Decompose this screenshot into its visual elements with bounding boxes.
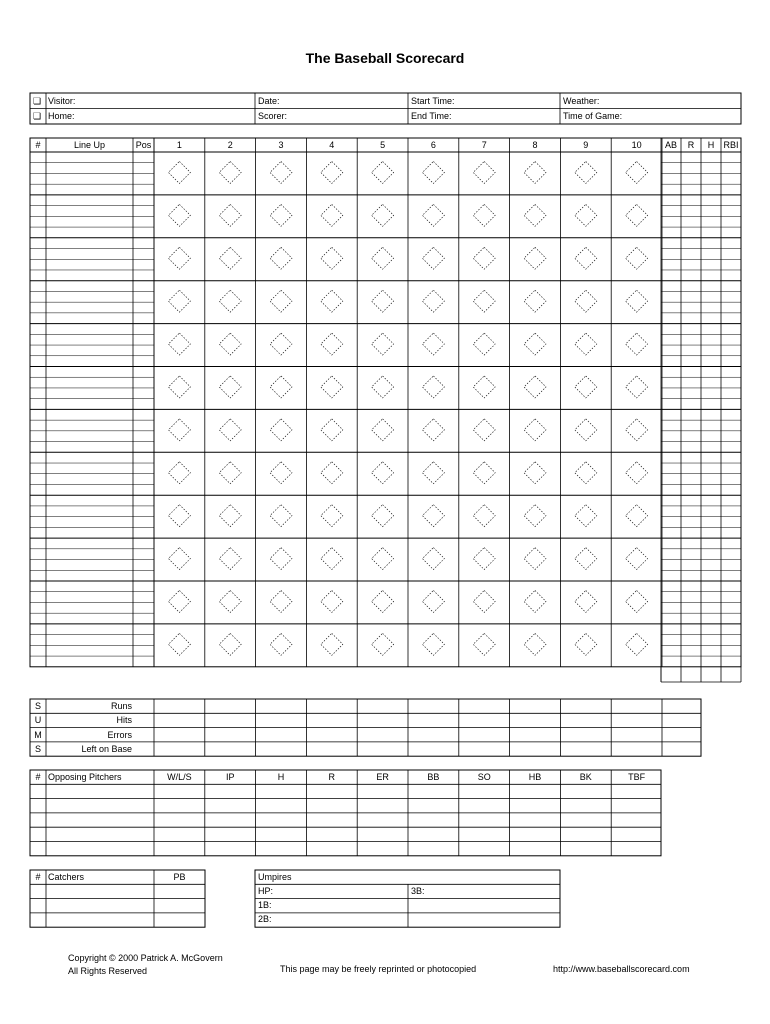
end-time-label: End Time: [411, 111, 452, 121]
start-time-label: Start Time: [411, 96, 455, 106]
umpire-1b-label: 1B: [258, 900, 272, 910]
base-diamond[interactable] [524, 204, 546, 226]
home-label: Home: [48, 111, 75, 121]
base-diamond[interactable] [219, 247, 241, 269]
summary-side-letter: U [34, 715, 42, 726]
base-diamond[interactable] [473, 376, 495, 398]
weather-label: Weather: [563, 96, 600, 106]
base-diamond[interactable] [270, 462, 292, 484]
visitor-checkbox[interactable]: ❏ [33, 96, 42, 106]
summary-row-label: Left on Base [81, 743, 132, 754]
base-diamond[interactable] [524, 462, 546, 484]
base-diamond[interactable] [372, 290, 394, 312]
base-diamond[interactable] [270, 290, 292, 312]
base-diamond[interactable] [422, 333, 444, 355]
base-diamond[interactable] [219, 548, 241, 570]
time-of-game-label: Time of Game: [563, 111, 623, 121]
base-diamond[interactable] [270, 590, 292, 612]
base-diamond[interactable] [321, 548, 343, 570]
base-diamond[interactable] [575, 247, 597, 269]
pitchers-name-header: Opposing Pitchers [48, 772, 122, 782]
base-diamond[interactable] [575, 505, 597, 527]
base-diamond[interactable] [321, 462, 343, 484]
base-diamond[interactable] [321, 161, 343, 183]
pitcher-col-header: R [328, 772, 336, 782]
inning-header: 4 [329, 140, 335, 150]
base-diamond[interactable] [422, 204, 444, 226]
base-diamond[interactable] [626, 633, 648, 655]
base-diamond[interactable] [372, 548, 394, 570]
summary-side-letter: S [34, 743, 41, 754]
website-link[interactable]: http://www.baseballscorecard.com [553, 964, 690, 974]
reprint-text: This page may be freely reprinted or photocopied [280, 964, 477, 974]
base-diamond[interactable] [270, 419, 292, 441]
stat-header-r: R [687, 140, 695, 150]
inning-header: 6 [430, 140, 436, 150]
base-diamond[interactable] [626, 247, 648, 269]
base-diamond[interactable] [575, 290, 597, 312]
base-diamond[interactable] [219, 204, 241, 226]
base-diamond[interactable] [372, 376, 394, 398]
base-diamond[interactable] [473, 333, 495, 355]
date-label: Date: [258, 96, 280, 106]
base-diamond[interactable] [473, 204, 495, 226]
page-title: The Baseball Scorecard [305, 50, 465, 66]
base-diamond[interactable] [219, 419, 241, 441]
base-diamond[interactable] [422, 290, 444, 312]
base-diamond[interactable] [168, 247, 190, 269]
base-diamond[interactable] [372, 247, 394, 269]
base-diamond[interactable] [372, 462, 394, 484]
base-diamond[interactable] [168, 161, 190, 183]
home-checkbox[interactable]: ❏ [33, 111, 42, 121]
inning-header: 5 [380, 140, 386, 150]
base-diamond[interactable] [270, 505, 292, 527]
base-diamond[interactable] [321, 376, 343, 398]
base-diamond[interactable] [473, 161, 495, 183]
base-diamond[interactable] [473, 290, 495, 312]
umpires-header: Umpires [258, 872, 292, 882]
base-diamond[interactable] [168, 290, 190, 312]
base-diamond[interactable] [168, 462, 190, 484]
base-diamond[interactable] [575, 333, 597, 355]
base-diamond[interactable] [524, 548, 546, 570]
pitcher-col-header: H [277, 772, 285, 782]
base-diamond[interactable] [219, 590, 241, 612]
pos-header: Pos [135, 140, 152, 150]
base-diamond[interactable] [473, 419, 495, 441]
base-diamond[interactable] [168, 333, 190, 355]
base-diamond[interactable] [524, 161, 546, 183]
base-diamond[interactable] [626, 333, 648, 355]
base-diamond[interactable] [626, 462, 648, 484]
base-diamond[interactable] [473, 548, 495, 570]
base-diamond[interactable] [321, 204, 343, 226]
base-diamond[interactable] [321, 505, 343, 527]
pitcher-col-header: TBF [628, 772, 646, 782]
base-diamond[interactable] [270, 161, 292, 183]
stat-header-rbi: RBI [723, 140, 739, 150]
base-diamond[interactable] [372, 590, 394, 612]
base-diamond[interactable] [270, 333, 292, 355]
base-diamond[interactable] [626, 376, 648, 398]
base-diamond[interactable] [321, 633, 343, 655]
base-diamond[interactable] [524, 419, 546, 441]
base-diamond[interactable] [168, 548, 190, 570]
pitcher-col-header: BK [579, 772, 592, 782]
base-diamond[interactable] [422, 462, 444, 484]
base-diamond[interactable] [575, 633, 597, 655]
base-diamond[interactable] [168, 376, 190, 398]
base-diamond[interactable] [473, 247, 495, 269]
base-diamond[interactable] [219, 290, 241, 312]
base-diamond[interactable] [575, 419, 597, 441]
base-diamond[interactable] [524, 333, 546, 355]
lineup-num-header: # [35, 140, 41, 150]
pitcher-col-header: SO [477, 772, 491, 782]
base-diamond[interactable] [372, 204, 394, 226]
scorer-label: Scorer: [258, 111, 288, 121]
base-diamond[interactable] [270, 548, 292, 570]
base-diamond[interactable] [270, 204, 292, 226]
base-diamond[interactable] [473, 590, 495, 612]
inning-header: 3 [278, 140, 284, 150]
inning-header: 9 [583, 140, 589, 150]
base-diamond[interactable] [372, 419, 394, 441]
lineup-box [30, 138, 741, 667]
base-diamond[interactable] [422, 548, 444, 570]
base-diamond[interactable] [422, 633, 444, 655]
base-diamond[interactable] [524, 290, 546, 312]
base-diamond[interactable] [524, 505, 546, 527]
inning-header: 8 [532, 140, 538, 150]
pitcher-col-header: W/L/S [167, 772, 192, 782]
base-diamond[interactable] [270, 247, 292, 269]
inning-header: 7 [481, 140, 487, 150]
base-diamond[interactable] [575, 161, 597, 183]
umpire-2b-label: 2B: [258, 914, 272, 924]
base-diamond[interactable] [219, 161, 241, 183]
catchers-name-header: Catchers [48, 872, 85, 882]
base-diamond[interactable] [372, 161, 394, 183]
base-diamond[interactable] [422, 376, 444, 398]
base-diamond[interactable] [168, 419, 190, 441]
base-diamond[interactable] [524, 590, 546, 612]
base-diamond[interactable] [473, 633, 495, 655]
copyright-text: Copyright © 2000 Patrick A. McGovern [68, 953, 223, 963]
base-diamond[interactable] [270, 376, 292, 398]
base-diamond[interactable] [575, 376, 597, 398]
base-diamond[interactable] [422, 247, 444, 269]
base-diamond[interactable] [626, 204, 648, 226]
base-diamond[interactable] [422, 505, 444, 527]
base-diamond[interactable] [575, 462, 597, 484]
base-diamond[interactable] [626, 548, 648, 570]
inning-header: 10 [631, 140, 642, 150]
pitcher-col-header: BB [427, 772, 440, 782]
base-diamond[interactable] [168, 633, 190, 655]
base-diamond[interactable] [219, 333, 241, 355]
base-diamond[interactable] [372, 333, 394, 355]
inning-header: 1 [176, 140, 182, 150]
base-diamond[interactable] [321, 247, 343, 269]
base-diamond[interactable] [321, 590, 343, 612]
base-diamond[interactable] [219, 376, 241, 398]
pitcher-col-header: ER [376, 772, 389, 782]
base-diamond[interactable] [422, 590, 444, 612]
stat-header-ab: AB [664, 140, 677, 150]
base-diamond[interactable] [575, 204, 597, 226]
base-diamond[interactable] [524, 633, 546, 655]
summary-row-label: Errors [107, 729, 132, 740]
pitcher-col-header: IP [225, 772, 235, 782]
base-diamond[interactable] [219, 462, 241, 484]
inning-header: 2 [227, 140, 233, 150]
base-diamond[interactable] [168, 590, 190, 612]
pitcher-col-header: HB [528, 772, 542, 782]
summary-row-label: Hits [116, 715, 132, 726]
umpire-3b-label: 3B: [411, 886, 425, 896]
base-diamond[interactable] [321, 290, 343, 312]
base-diamond[interactable] [626, 590, 648, 612]
base-diamond[interactable] [626, 505, 648, 527]
base-diamond[interactable] [219, 505, 241, 527]
base-diamond[interactable] [473, 505, 495, 527]
base-diamond[interactable] [168, 204, 190, 226]
base-diamond[interactable] [422, 419, 444, 441]
base-diamond[interactable] [626, 419, 648, 441]
base-diamond[interactable] [422, 161, 444, 183]
base-diamond[interactable] [321, 333, 343, 355]
base-diamond[interactable] [524, 376, 546, 398]
base-diamond[interactable] [575, 548, 597, 570]
base-diamond[interactable] [524, 247, 546, 269]
base-diamond[interactable] [321, 419, 343, 441]
base-diamond[interactable] [626, 161, 648, 183]
stat-header-h: H [707, 140, 715, 150]
summary-side-letter: M [34, 729, 42, 740]
visitor-label: Visitor: [48, 96, 76, 106]
pb-header: PB [173, 872, 186, 882]
base-diamond[interactable] [219, 633, 241, 655]
base-diamond[interactable] [168, 505, 190, 527]
rights-text: All Rights Reserved [68, 966, 148, 976]
base-diamond[interactable] [270, 633, 292, 655]
catchers-num-header: # [35, 872, 41, 882]
base-diamond[interactable] [372, 633, 394, 655]
pitchers-num-header: # [35, 772, 41, 782]
base-diamond[interactable] [575, 590, 597, 612]
base-diamond[interactable] [626, 290, 648, 312]
summary-row-label: Runs [110, 701, 132, 711]
umpire-hp-label: HP: [258, 886, 274, 896]
summary-side-letter: S [34, 701, 41, 711]
base-diamond[interactable] [473, 462, 495, 484]
lineup-header: Line Up [73, 140, 106, 150]
base-diamond[interactable] [372, 505, 394, 527]
